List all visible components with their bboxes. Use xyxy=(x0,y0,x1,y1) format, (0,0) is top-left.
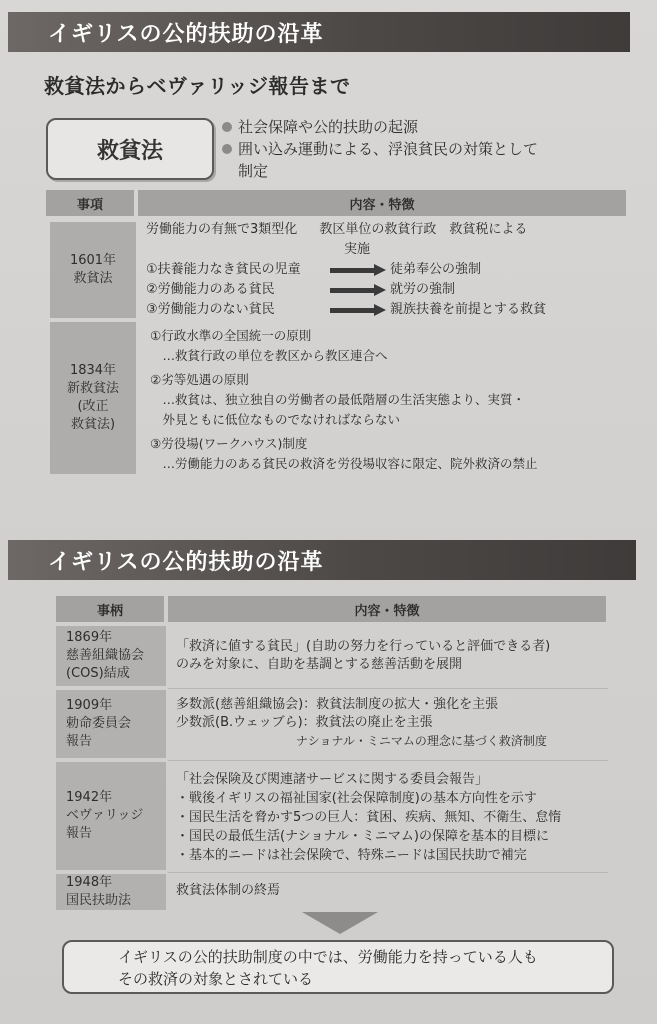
row-text: …労働能力のある貧民の救済を労役場収容に限定、院外救済の禁止 xyxy=(150,456,538,471)
table1-row2-side xyxy=(50,322,136,474)
side-line: 慈善組織協会 xyxy=(66,648,145,663)
row-text: ①扶養能力なき貧民の児童 xyxy=(146,262,301,277)
table1-row1-body xyxy=(146,220,626,320)
right-arrow-icon xyxy=(330,285,386,295)
side-line: 報告 xyxy=(66,734,93,749)
row-text: …救貧行政の単位を教区から教区連合へ xyxy=(150,348,388,363)
bullet-item-continuation: 制定 xyxy=(238,162,269,180)
right-arrow-icon xyxy=(330,265,386,275)
section1-subtitle: 救貧法からベヴァリッジ報告まで xyxy=(44,74,351,98)
row-text: ③労役場(ワークハウス)制度 xyxy=(150,436,308,451)
side-line: 1834年 xyxy=(69,363,117,378)
row-text: 労働能力の有無で3類型化 xyxy=(146,222,298,237)
side-line: (改正 xyxy=(77,399,109,414)
row-text: 「社会保険及び関連諸サービスに関する委員会報告」 xyxy=(176,772,489,787)
table2-row4-body xyxy=(176,882,280,900)
row-text: 少数派(B.ウェッブら)：救貧法の廃止を主張 xyxy=(176,715,433,730)
row-text: 親族扶養を前提とする救貧 xyxy=(390,302,547,317)
bullet-item: 囲い込み運動による、浮浪貧民の対策として xyxy=(222,138,622,160)
kyuhin-label-box xyxy=(46,118,214,180)
row-text: 「救済に値する貧民」(自助の努力を行っていると評価できる者) xyxy=(176,639,551,654)
table1-header-content: 内容・特徴 xyxy=(138,190,626,216)
right-arrow-icon xyxy=(330,305,386,315)
row-text: 徒弟奉公の強制 xyxy=(390,262,482,277)
side-line: ベヴァリッジ xyxy=(66,808,144,823)
side-line: 救貧法 xyxy=(73,271,113,286)
side-line: 1869年 xyxy=(66,630,113,645)
section2-title: イギリスの公的扶助の沿革 xyxy=(48,549,324,575)
row-text: …救貧は、独立独自の労働者の最低階層の生活実態より、実質・ xyxy=(150,392,526,407)
side-line: (COS)結成 xyxy=(66,666,130,681)
row-text: ナショナル・ミニマムの理念に基づく救済制度 xyxy=(176,734,547,748)
down-arrow-icon xyxy=(302,912,378,934)
side-line: 勅命委員会 xyxy=(66,716,132,731)
row-text: 多数派(慈善組織協会)：救貧法制度の拡大・強化を主張 xyxy=(176,697,499,712)
table1-row1-side xyxy=(50,222,136,318)
side-line: 新救貧法 xyxy=(66,381,119,396)
side-line: 1948年 xyxy=(66,875,113,890)
table2-row2-body xyxy=(176,696,547,750)
row-divider xyxy=(168,872,608,873)
table2-header-content: 内容・特徴 xyxy=(168,596,606,622)
conclusion-line: その救済の対象とされている xyxy=(118,970,314,988)
section1-title: イギリスの公的扶助の沿革 xyxy=(48,21,324,47)
row-text: のみを対象に、自助を基調とする慈善活動を展開 xyxy=(176,657,463,672)
row-divider xyxy=(168,688,608,689)
bullet-item: 社会保障や公的扶助の起源 xyxy=(222,116,622,138)
kyuhin-label: 救貧法 xyxy=(96,138,163,164)
row-text: 教区単位の救貧行政 救貧税による xyxy=(319,222,528,237)
table1-header-item: 事項 xyxy=(46,190,134,216)
table2-row1-body xyxy=(176,638,550,674)
side-line: 1601年 xyxy=(69,253,117,268)
table2-row4-side xyxy=(56,874,166,910)
side-line: 報告 xyxy=(66,826,93,841)
section1-title-band xyxy=(8,12,630,52)
row-text: ①行政水準の全国統一の原則 xyxy=(150,328,312,343)
table1-row2-body xyxy=(150,326,628,474)
row-divider xyxy=(168,760,608,761)
row-text: ・国民の最低生活(ナショナル・ミニマム)の保障を基本的目標に xyxy=(176,829,549,844)
row-text: ③労働能力のない貧民 xyxy=(146,302,275,317)
side-line: 1909年 xyxy=(66,698,113,713)
row-text: ②劣等処遇の原則 xyxy=(150,372,249,387)
row-text: ・国民生活を脅かす5つの巨人：貧困、疾病、無知、不衛生、怠惰 xyxy=(176,810,562,825)
side-line: 国民扶助法 xyxy=(66,893,132,908)
table2-header-item: 事柄 xyxy=(56,596,164,622)
table2-row1-side xyxy=(56,626,166,686)
section2-title-band xyxy=(8,540,636,580)
row-text: 実施 xyxy=(344,242,371,257)
conclusion-line: イギリスの公的扶助制度の中では、労働能力を持っている人も xyxy=(118,948,538,966)
row-text: ・基本的ニードは社会保険で、特殊ニードは国民扶助で補完 xyxy=(176,848,527,863)
side-line: 救貧法) xyxy=(70,417,116,432)
row-text: 外見ともに低位なものでなければならない xyxy=(150,412,401,427)
kyuhin-bullets xyxy=(222,116,622,182)
row-text: 救貧法体制の終焉 xyxy=(176,883,281,898)
row-text: ・戦後イギリスの福祉国家(社会保障制度)の基本方向性を示す xyxy=(176,791,537,806)
row-text: 就労の強制 xyxy=(390,282,456,297)
conclusion-box xyxy=(62,940,614,994)
row-text: ②労働能力のある貧民 xyxy=(146,282,275,297)
side-line: 1942年 xyxy=(66,790,113,805)
table2-row3-body xyxy=(176,770,561,865)
table2-row2-side xyxy=(56,690,166,758)
table2-row3-side xyxy=(56,762,166,870)
